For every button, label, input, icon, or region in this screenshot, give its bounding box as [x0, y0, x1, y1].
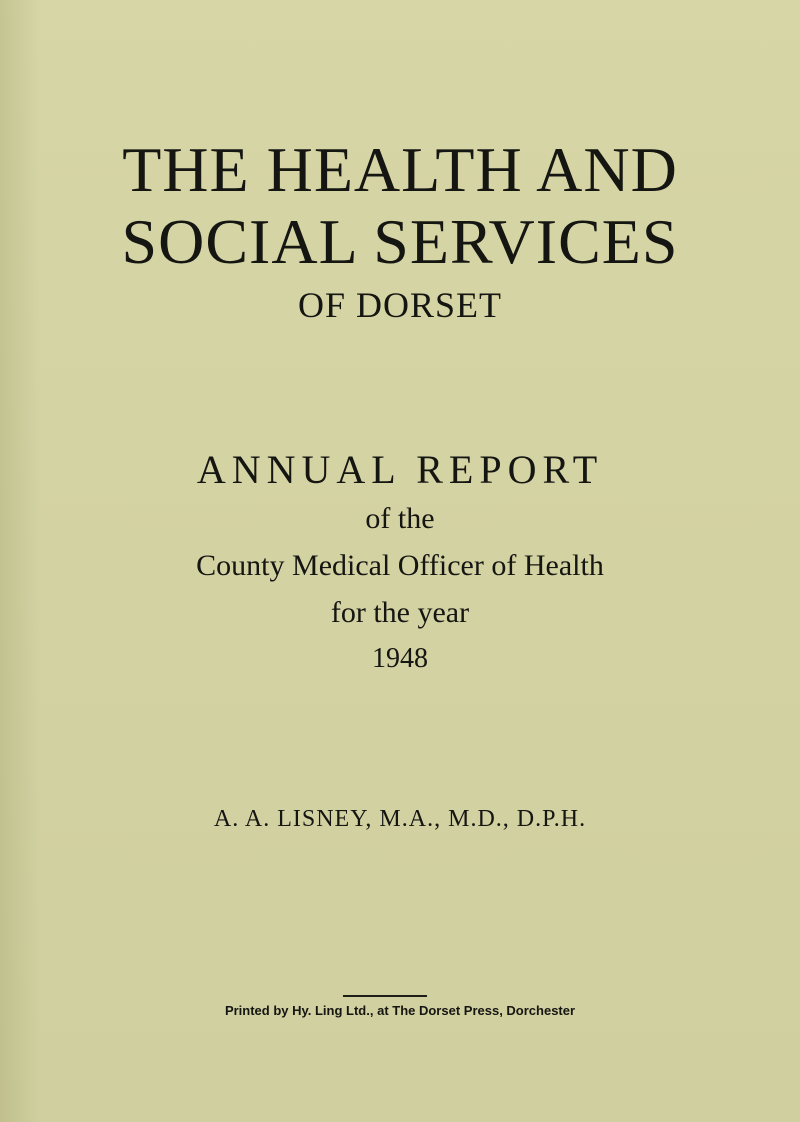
officer-title: County Medical Officer of Health: [196, 549, 604, 582]
divider-rule: [343, 995, 427, 997]
report-year: 1948: [372, 643, 428, 674]
title-line-1: THE HEALTH AND: [122, 134, 678, 205]
author-name: A. A. LISNEY, M.A., M.D., D.P.H.: [213, 806, 587, 832]
report-heading: ANNUAL REPORT: [196, 447, 604, 492]
title-line-3: OF DORSET: [297, 285, 503, 325]
printer-imprint: Printed by Hy. Ling Ltd., at The Dorset Press, Dorchester: [224, 1003, 576, 1018]
of-the-text: of the: [365, 502, 435, 535]
for-the-year-text: for the year: [330, 596, 470, 629]
title-line-2: SOCIAL SERVICES: [121, 206, 679, 277]
